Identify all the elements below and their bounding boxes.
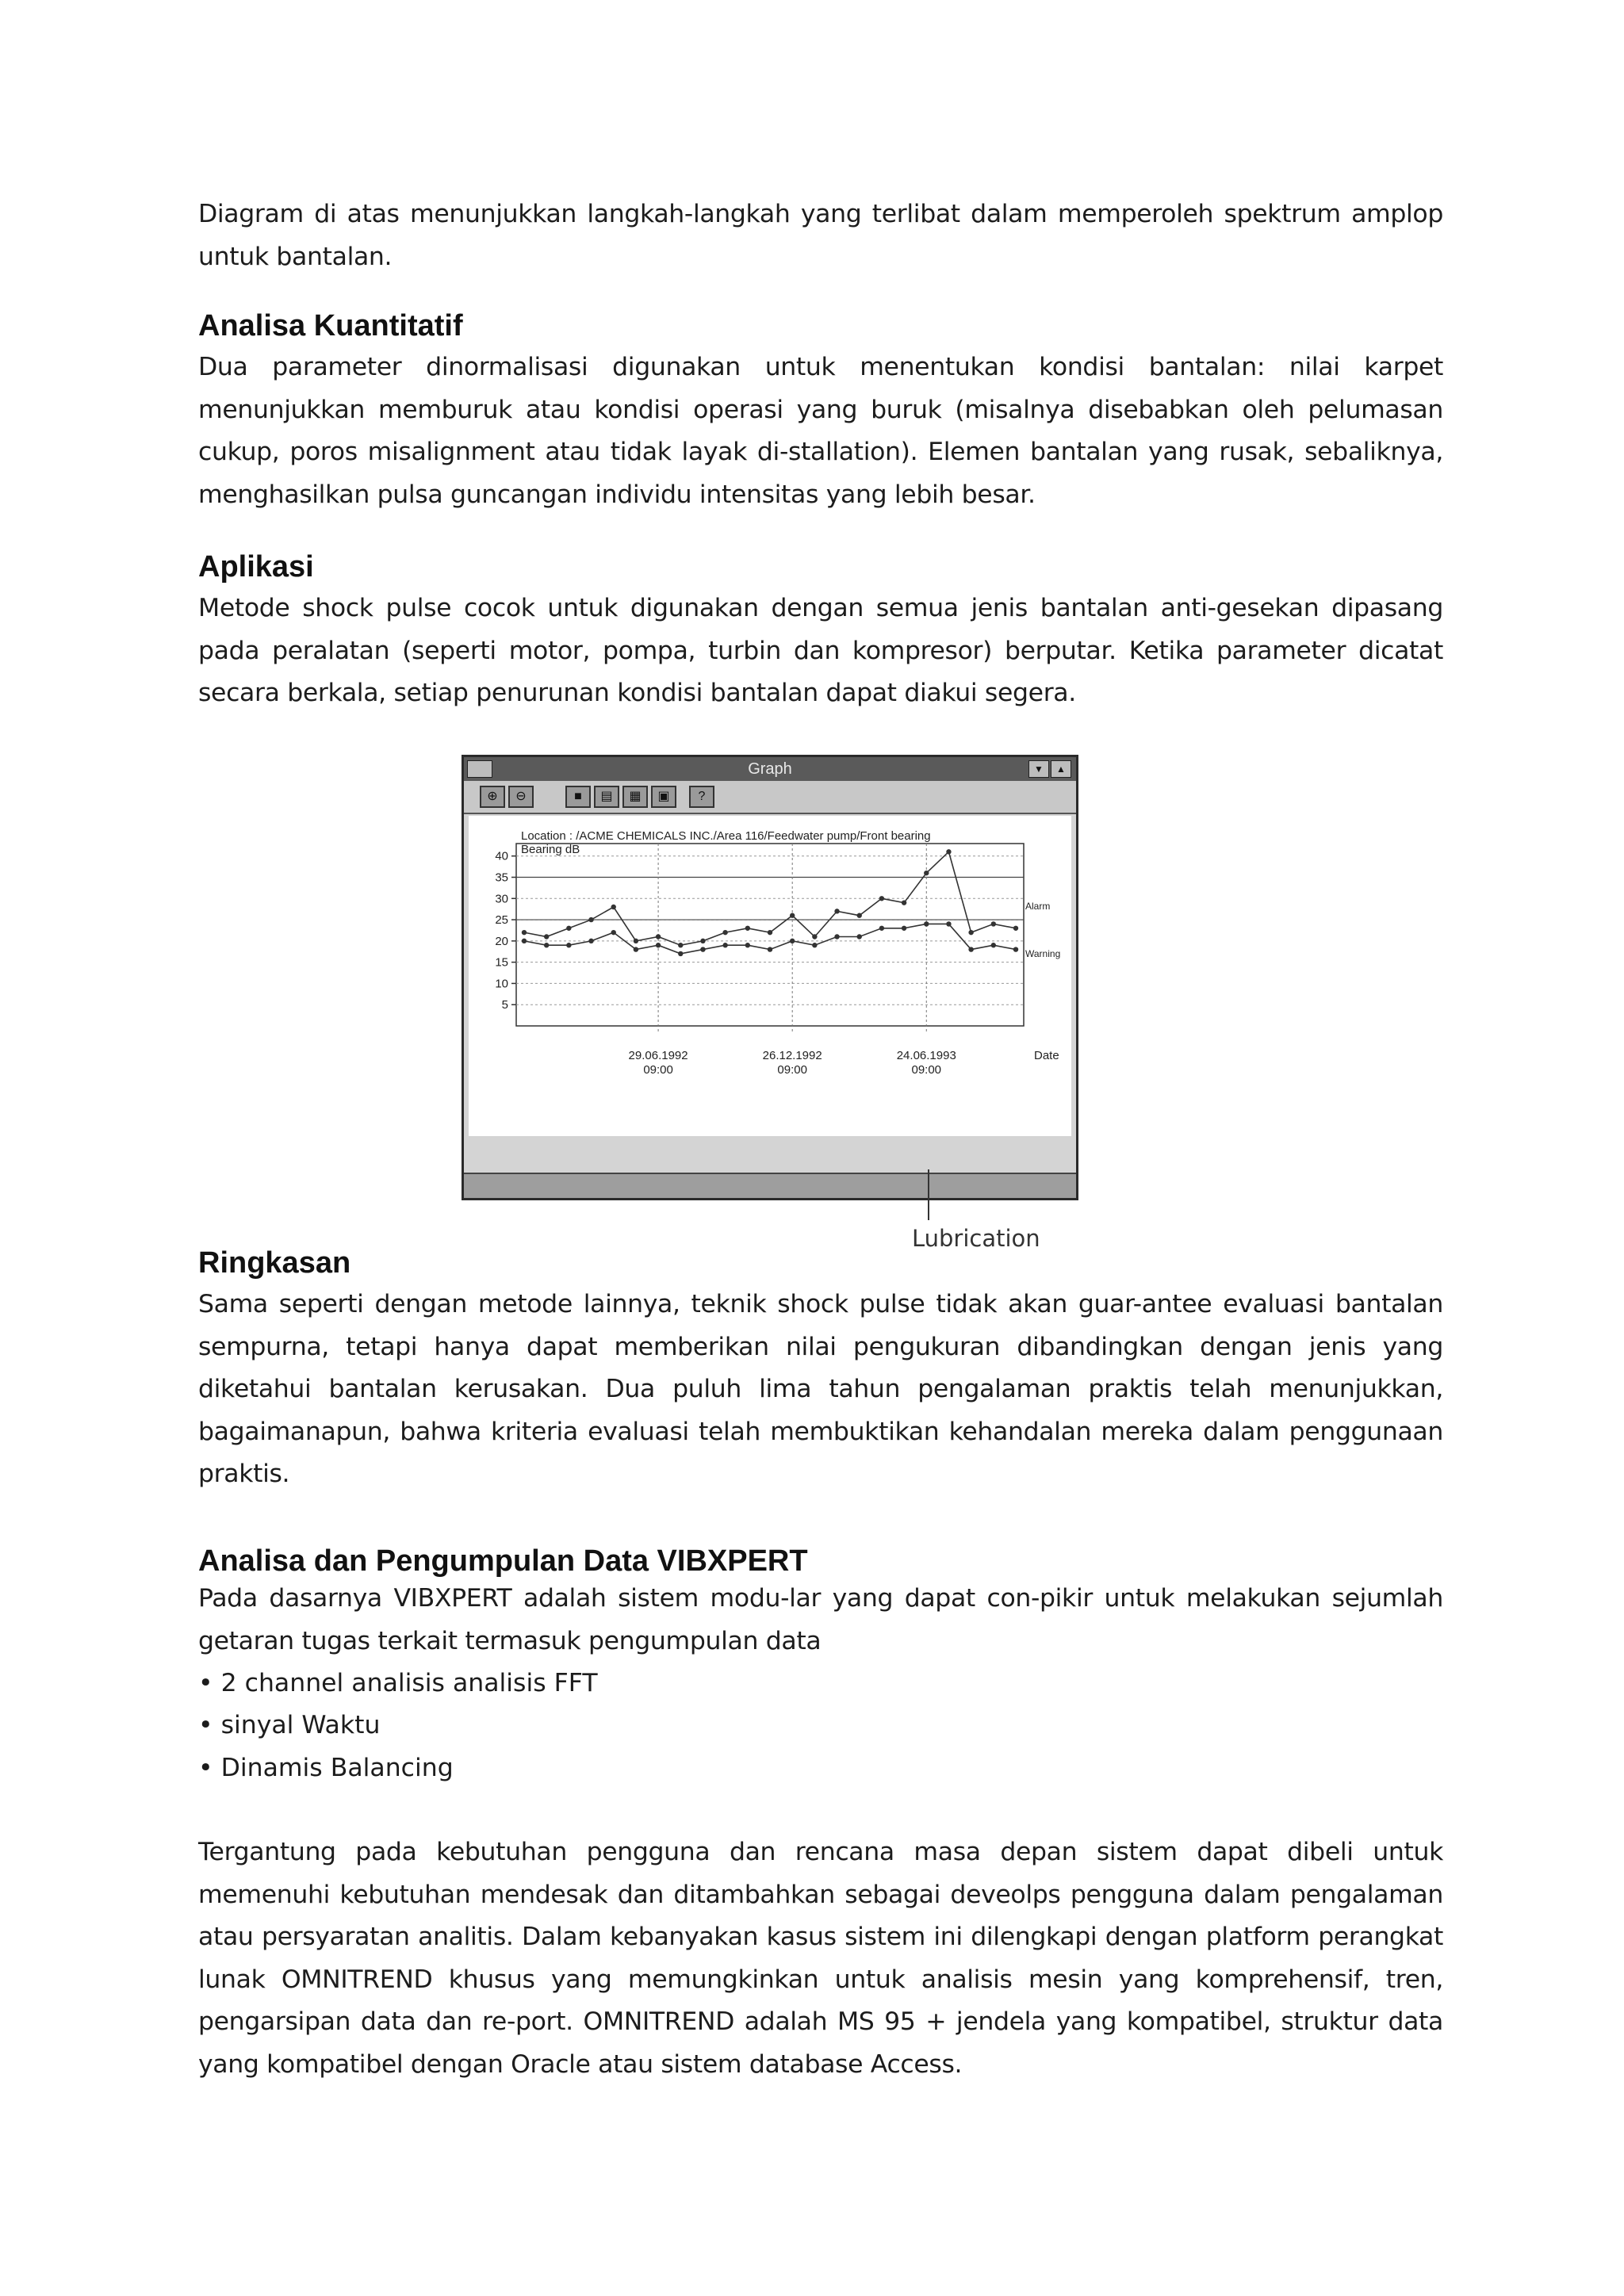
data-point xyxy=(656,934,661,939)
graph-titlebar xyxy=(464,757,1076,781)
threshold-label-alarm: Alarm xyxy=(1025,901,1051,912)
y-tick-label: 35 xyxy=(495,871,508,885)
graph-window-title: Graph xyxy=(748,760,792,778)
data-point xyxy=(678,951,683,956)
print-icon[interactable]: ▣ xyxy=(651,786,676,808)
data-point xyxy=(991,921,996,926)
maximize-icon[interactable]: ▲ xyxy=(1051,760,1071,778)
y-tick-label: 40 xyxy=(495,849,508,863)
threshold-label-warning: Warning xyxy=(1025,948,1061,959)
help-icon[interactable]: ? xyxy=(689,786,714,808)
lubrication-label: Lubrication xyxy=(912,1225,1040,1252)
zoom-in-icon[interactable]: ⊕ xyxy=(480,786,505,808)
data-point xyxy=(924,921,929,926)
data-point xyxy=(812,943,817,947)
data-point xyxy=(991,943,996,947)
paragraph-vibxpert: Pada dasarnya VIBXPERT adalah sistem modu-lar yang dapat con-pikir untuk melakukan sejumlah getaran tugas terkait termasuk pengumpulan data xyxy=(198,1584,1443,1655)
data-point xyxy=(522,930,527,935)
heading-analisa-kuantitatif: Analisa Kuantitatif xyxy=(198,309,463,342)
data-point xyxy=(522,939,527,943)
data-point xyxy=(611,930,616,935)
data-point xyxy=(790,939,795,943)
data-point xyxy=(566,943,571,947)
chart-y-label: Bearing dB xyxy=(521,843,580,856)
data-point xyxy=(790,913,795,918)
data-point xyxy=(700,939,705,943)
data-point xyxy=(924,871,929,875)
data-point xyxy=(566,926,571,931)
data-point xyxy=(611,905,616,909)
x-tick-label: 24.06.1993 xyxy=(896,1049,956,1062)
data-point xyxy=(700,947,705,951)
data-point xyxy=(588,917,593,922)
x-tick-time: 09:00 xyxy=(911,1063,942,1077)
data-point xyxy=(879,896,884,901)
data-point xyxy=(812,934,817,939)
trend-chart xyxy=(469,816,1071,1136)
data-point xyxy=(879,926,884,931)
paragraph-omnitrend: Tergantung pada kebutuhan pengguna dan rencana masa depan sistem dapat dibeli untuk memenuhi kebutuhan mendesak dan ditambahkan sebagai deveolps pengguna dalam pengalaman atau persyaratan analitis. Dalam kebanyakan kasus sistem ini dilengkapi dengan platform perangkat lunak OMNITREND khusus yang memungkinkan untuk analisis mesin yang komprehensif, tren, pengarsipan data dan re-port. OMNITREND adalah MS 95 + jendela yang kompatibel, struktur data yang kompatibel dengan Oracle atau sistem database Access. xyxy=(198,1838,1443,2079)
chart-title: Location : /ACME CHEMICALS INC./Area 116/Feedwater pump/Front bearing xyxy=(521,829,931,843)
data-point xyxy=(656,943,661,947)
data-point xyxy=(902,900,906,905)
y-tick-label: 15 xyxy=(495,955,508,970)
table-icon[interactable]: ▦ xyxy=(622,786,648,808)
paragraph-ringkasan: Sama seperti dengan metode lainnya, teknik shock pulse tidak akan guar-antee evaluasi bantalan sempurna, tetapi hanya dapat memberikan nilai pengukuran dibandingkan dengan jenis yang diketahui bantalan kerusakan. Dua puluh lima tahun pengalaman praktis telah menunjukkan, bagaimanapun, bahwa kriteria evaluasi telah membuktikan kehandalan mereka dalam penggunaan praktis. xyxy=(198,1290,1443,1488)
data-point xyxy=(768,947,772,951)
heading-vibxpert: Analisa dan Pengumpulan Data VIBXPERT xyxy=(198,1544,808,1578)
list-item: • Dinamis Balancing xyxy=(198,1754,454,1782)
paragraph-aplikasi: Metode shock pulse cocok untuk digunakan dengan semua jenis bantalan anti-gesekan dipasang pada peralatan (seperti motor, pompa, turbin dan kompresor) berputar. Ketika parameter dicatat secara berkala, setiap penurunan kondisi bantalan dapat diakui segera. xyxy=(198,594,1443,707)
y-tick-label: 10 xyxy=(495,977,508,991)
stop-icon[interactable]: ■ xyxy=(565,786,591,808)
x-tick-time: 09:00 xyxy=(643,1063,673,1077)
data-point xyxy=(544,934,549,939)
x-tick-time: 09:00 xyxy=(777,1063,807,1077)
list-item: • sinyal Waktu xyxy=(198,1711,381,1739)
data-point xyxy=(588,939,593,943)
y-tick-label: 20 xyxy=(495,934,508,948)
intro-paragraph: Diagram di atas menunjukkan langkah-langkah yang terlibat dalam memperoleh spektrum amplop untuk bantalan. xyxy=(198,200,1443,271)
data-point xyxy=(722,930,727,935)
data-point xyxy=(834,909,839,913)
data-point xyxy=(968,947,973,951)
graph-toolbar xyxy=(464,781,1076,814)
chart-area xyxy=(469,816,1071,1136)
system-menu-icon[interactable] xyxy=(467,760,492,778)
data-point xyxy=(946,849,951,854)
x-tick-label: 29.06.1992 xyxy=(628,1049,688,1062)
graph-window xyxy=(462,755,1078,1200)
list-item: • 2 channel analisis analisis FFT xyxy=(198,1669,598,1697)
chart-icon[interactable]: ▤ xyxy=(594,786,619,808)
zoom-out-icon[interactable]: ⊖ xyxy=(508,786,534,808)
data-point xyxy=(857,934,862,939)
data-point xyxy=(834,934,839,939)
data-point xyxy=(544,943,549,947)
data-point xyxy=(857,913,862,918)
y-tick-label: 25 xyxy=(495,913,508,928)
data-point xyxy=(634,947,638,951)
x-tick-label: 26.12.1992 xyxy=(762,1049,822,1062)
data-point xyxy=(678,943,683,947)
data-point xyxy=(634,939,638,943)
heading-aplikasi: Aplikasi xyxy=(198,550,314,584)
data-point xyxy=(1013,947,1018,951)
data-point xyxy=(946,921,951,926)
heading-ringkasan: Ringkasan xyxy=(198,1246,351,1280)
minimize-icon[interactable]: ▼ xyxy=(1028,760,1049,778)
data-point xyxy=(968,930,973,935)
y-tick-label: 5 xyxy=(501,998,508,1012)
data-point xyxy=(1013,926,1018,931)
data-point xyxy=(745,943,750,947)
data-point xyxy=(902,926,906,931)
chart-x-label: Date xyxy=(1034,1049,1059,1062)
data-point xyxy=(745,926,750,931)
paragraph-analisa-kuantitatif: Dua parameter dinormalisasi digunakan untuk menentukan kondisi bantalan: nilai karpet menunjukkan memburuk atau kondisi operasi yang buruk (misalnya disebabkan oleh pelumasan cukup, poros misalignment atau tidak layak di-stallation). Elemen bantalan yang rusak, sebaliknya, menghasilkan pulsa guncangan individu intensitas yang lebih besar. xyxy=(198,353,1443,509)
y-tick-label: 30 xyxy=(495,892,508,906)
data-point xyxy=(722,943,727,947)
data-point xyxy=(768,930,772,935)
